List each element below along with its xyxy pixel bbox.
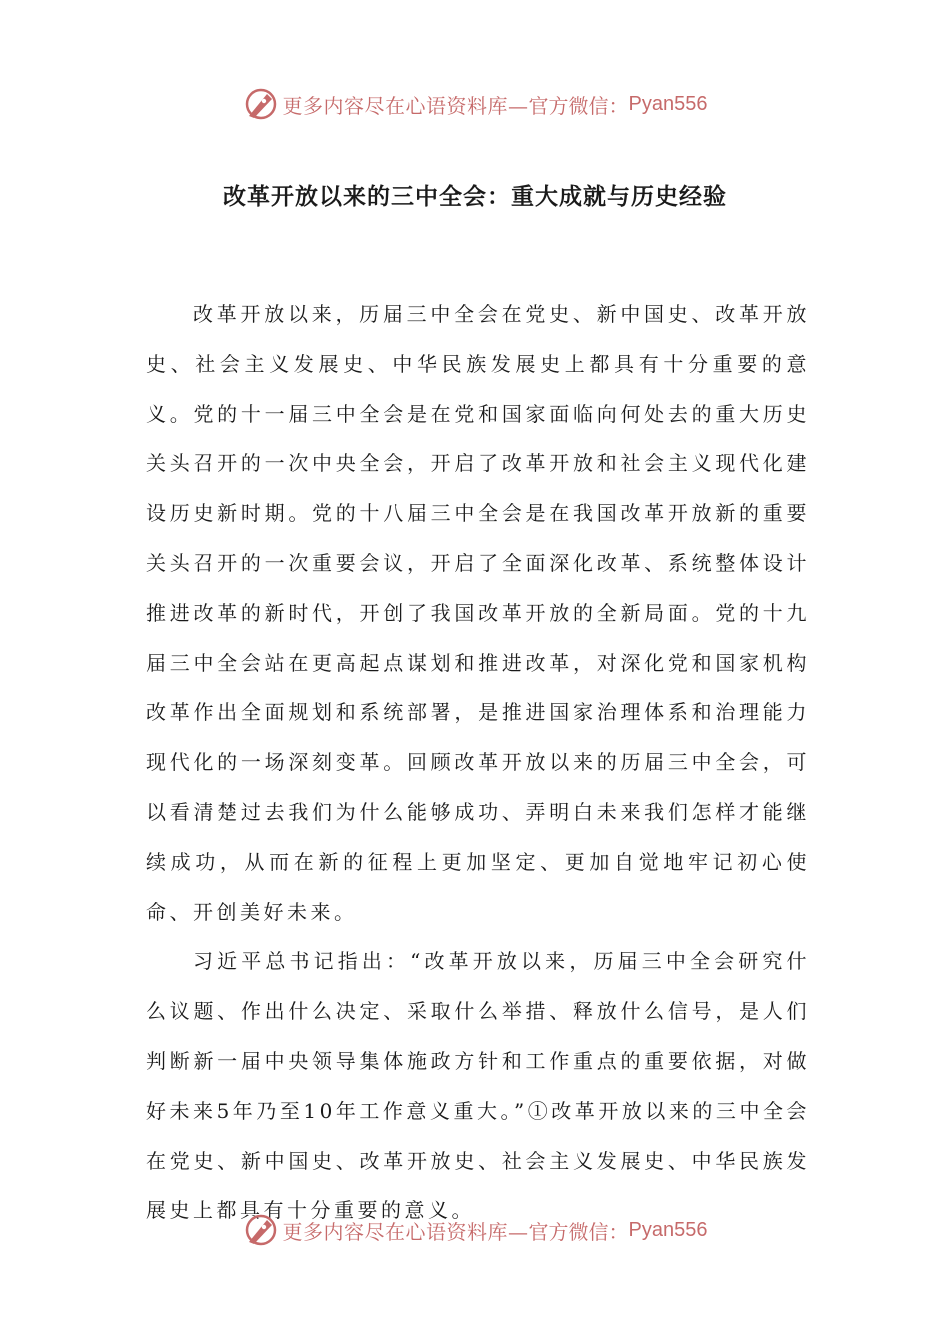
footer-wechat-label: 官方微信： <box>528 1219 629 1244</box>
document-title: 改革开放以来的三中全会：重大成就与历史经验 <box>223 184 727 210</box>
document-body <box>146 290 810 1236</box>
footer-brand-text: 更多内容尽在心语资料库— <box>282 1219 529 1244</box>
pen-nib-circle-icon <box>243 1212 279 1248</box>
paragraph: 习近平总书记指出：“改革开放以来，历届三中全会研究什么议题、作出什么决定、采取什么举措、释放什么信号，是人们判断新一届中央领导集体施政方针和工作重点的重要依据，对做好未来5年乃至10年工作意义重大。”①改革开放以来的三中全会在党史、新中国史、改革开放史、社会主义发展史、中华民族发展史上都具有十分重要的意义。 <box>146 949 810 1223</box>
header-watermark <box>0 84 950 124</box>
paragraph: 改革开放以来，历届三中全会在党史、新中国史、改革开放史、社会主义发展史、中华民族发展史上都具有十分重要的意义。党的十一届三中全会是在党和国家面临向何处去的重大历史关头召开的一次中央全会，开启了改革开放和社会主义现代化建设历史新时期。党的十八届三中全会是在我国改革开放新的重要关头召开的一次重要会议，开启了全面深化改革、系统整体设计推进改革的新时代，开创了我国改革开放的全新局面。党的十九届三中全会站在更高起点谋划和推进改革，对深化党和国家机构改革作出全面规划和系统部署，是推进国家治理体系和治理能力现代化的一场深刻变革。回顾改革开放以来的历届三中全会，可以看清楚过去我们为什么能够成功、弄明白未来我们怎样才能继续成功，从而在新的征程上更加坚定、更加自觉地牢记初心使命、开创美好未来。 <box>146 302 810 924</box>
header-wechat-id: Pyan556 <box>628 92 708 115</box>
footer-watermark <box>0 1210 950 1250</box>
header-brand-text: 更多内容尽在心语资料库— <box>282 93 529 118</box>
footer-wechat-id: Pyan556 <box>628 1218 708 1241</box>
header-wechat-label: 官方微信： <box>528 93 629 118</box>
pen-nib-circle-icon <box>243 86 279 122</box>
